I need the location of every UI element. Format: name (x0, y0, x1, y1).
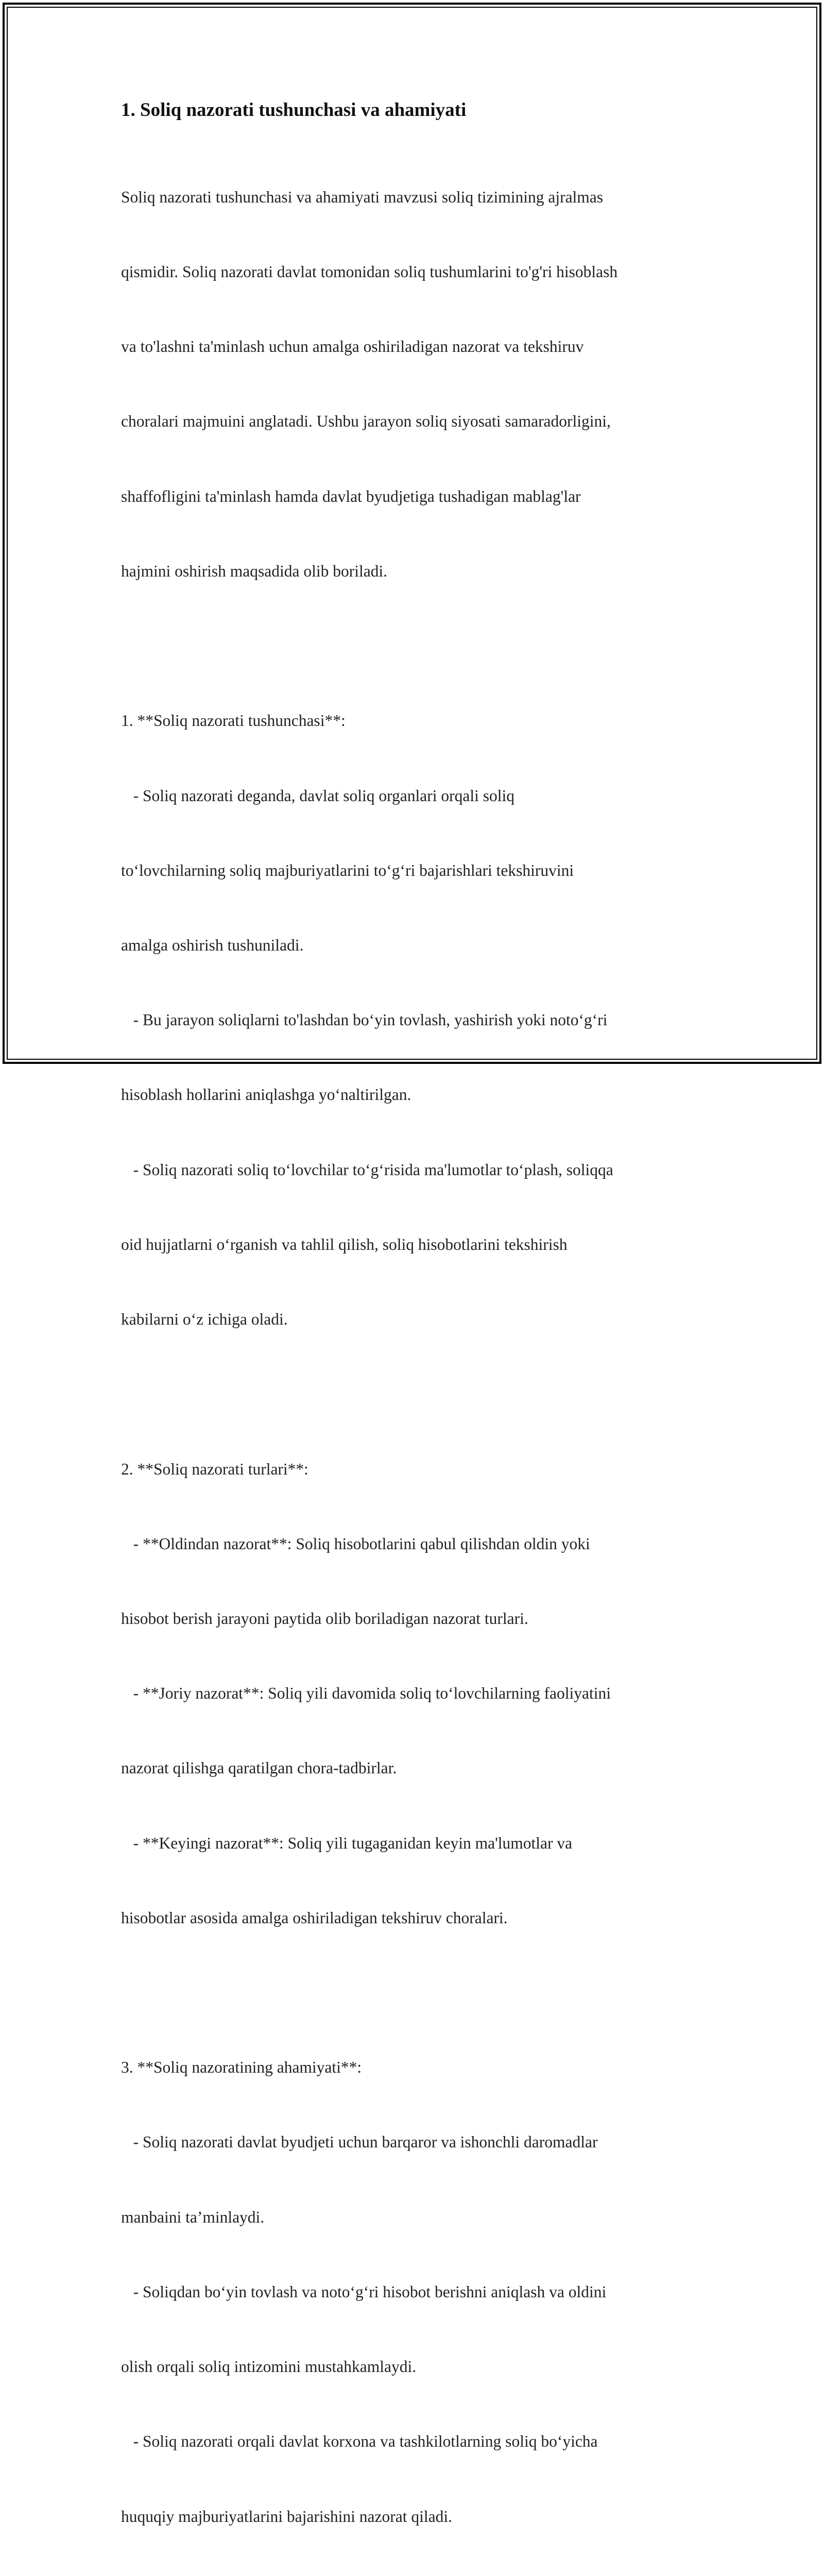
text-line: - Soliqdan bo‘yin tovlash va noto‘g‘ri hisobot berishni aniqlash va oldini (121, 2282, 607, 2301)
text-line: to‘lovchilarning soliq majburiyatlarini to‘g‘ri bajarishlari tekshiruvini (121, 861, 574, 879)
text-line: qismidir. Soliq nazorati davlat tomonidan soliq tushumlarini to'g'ri hisoblash (121, 263, 618, 281)
text-line: - Bu jarayon soliqlarni to'lashdan bo‘yin tovlash, yashirish yoki noto‘g‘ri (121, 1011, 608, 1029)
text-line: hisobot berish jarayoni paytida olib boriladigan nazorat turlari. (121, 1609, 528, 1628)
intro-paragraph (121, 135, 708, 634)
text-line: kabilarni o‘z ichiga oladi. (121, 1310, 288, 1329)
text-line: nazorat qilishga qaratilgan chora-tadbirlar. (121, 1759, 397, 1777)
text-line: - Soliq nazorati orqali davlat korxona va tashkilotlarning soliq bo‘yicha (121, 2432, 598, 2451)
paragraph-gap (121, 1980, 708, 2005)
list-heading: 1. **Soliq nazorati tushunchasi**: (121, 711, 346, 730)
list-heading: 3. **Soliq nazoratining ahamiyati**: (121, 2058, 362, 2077)
section-concept (121, 659, 708, 1382)
list-heading: 2. **Soliq nazorati turlari**: (121, 1460, 308, 1478)
text-line: hisobotlar asosida amalga oshiriladigan tekshiruv choralari. (121, 1908, 508, 1927)
text-line: - Soliq nazorati soliq to‘lovchilar to‘g‘risida ma'lumotlar to‘plash, soliqqa (121, 1160, 613, 1179)
text-line: amalga oshirish tushuniladi. (121, 936, 304, 954)
text-line: - Soliq nazorati davlat byudjeti uchun barqaror va ishonchli daromadlar (121, 2133, 598, 2151)
text-line: hisoblash hollarini aniqlashga yo‘naltirilgan. (121, 1086, 411, 1104)
section-heading: 1. Soliq nazorati tushunchasi va ahamiyati (121, 99, 467, 121)
text-line: oid hujjatlarni o‘rganish va tahlil qilish, soliq hisobotlarini tekshirish (121, 1235, 568, 1253)
text-line: huquqiy majburiyatlarini bajarishini nazorat qiladi. (121, 2507, 452, 2526)
text-line: olish orqali soliq intizomini mustahkamlaydi. (121, 2358, 417, 2376)
text-line: shaffofligini ta'minlash hamda davlat byudjetiga tushadigan mablag'lar (121, 487, 581, 505)
paragraph-gap (121, 634, 708, 658)
text-line: Soliq nazorati tushunchasi va ahamiyati mavzusi soliq tizimining ajralmas (121, 188, 604, 206)
text-line: - **Keyingi nazorat**: Soliq yili tugaganidan keyin ma'lumotlar va (121, 1834, 573, 1852)
text-line: hajmini oshirish maqsadida olib boriladi. (121, 562, 388, 580)
section-importance (121, 2005, 708, 2576)
text-line: - Soliq nazorati deganda, davlat soliq organlari orqali soliq (121, 786, 514, 805)
text-line: - **Oldindan nazorat**: Soliq hisobotlarini qabul qilishdan oldin yoki (121, 1534, 590, 1553)
text-line: va to'lashni ta'minlash uchun amalga oshiriladigan nazorat va tekshiruv (121, 337, 584, 356)
text-line: manbaini ta’minlaydi. (121, 2208, 265, 2226)
text-line: - **Joriy nazorat**: Soliq yili davomida soliq to‘lovchilarning faoliyatini (121, 1684, 611, 1703)
document-body (121, 97, 708, 2576)
text-line: choralari majmuini anglatadi. Ushbu jarayon soliq siyosati samaradorligini, (121, 412, 611, 431)
section-types (121, 1407, 708, 1980)
paragraph-gap (121, 1382, 708, 1406)
